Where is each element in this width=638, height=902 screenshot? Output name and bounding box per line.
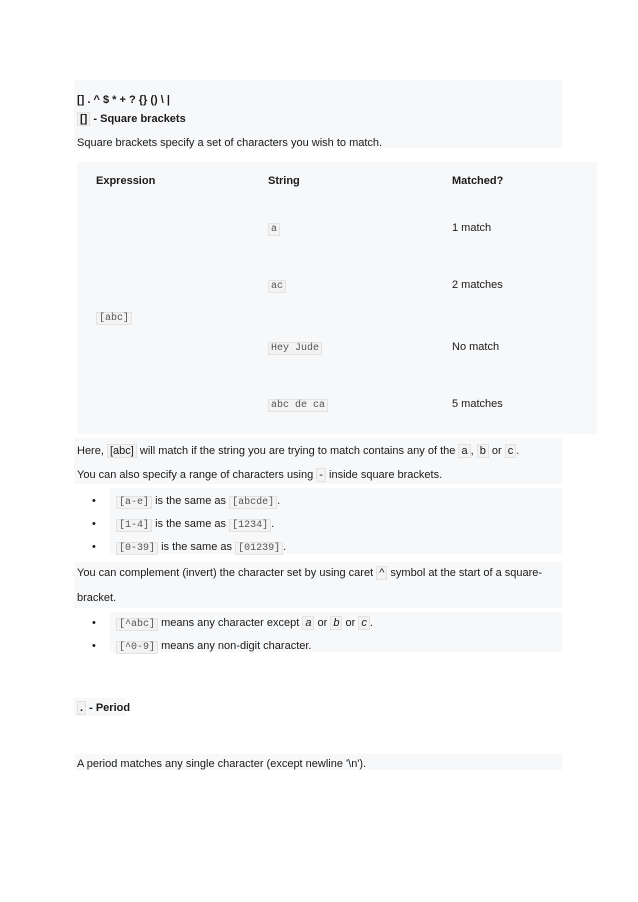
square-brackets-heading: [] - Square brackets	[77, 112, 186, 126]
here-paragraph: Here, [abc] will match if the string you are trying to match contains any of the a , b or c .	[77, 445, 520, 457]
list-item: [^abc] means any character except a or b or c .	[116, 616, 373, 632]
table-row-string: a	[268, 221, 280, 237]
table-header-string: String	[268, 175, 300, 187]
bullet-icon: •	[92, 518, 96, 530]
bullet-icon: •	[92, 495, 96, 507]
table-row-matched: 5 matches	[452, 398, 503, 410]
table-header-expression: Expression	[96, 175, 156, 187]
square-brackets-description: Square brackets specify a set of characters you wish to match.	[77, 137, 383, 149]
table-row-matched: No match	[452, 341, 500, 353]
table-row-string: Hey Jude	[268, 340, 322, 356]
heading-code: []	[77, 112, 90, 126]
table-row-string: abc de ca	[268, 397, 328, 413]
table-row-matched: 2 matches	[452, 279, 503, 291]
table-row-string: ac	[268, 278, 286, 294]
table-expression: [abc]	[96, 310, 132, 326]
period-title: Period	[95, 702, 131, 714]
bullet-icon: •	[92, 541, 96, 553]
example-table	[77, 162, 597, 434]
complement-paragraph: You can complement (invert) the character set by using caret ^ symbol at the start of a square-	[77, 567, 543, 579]
list-item: [1-4] is the same as [1234] .	[116, 517, 274, 533]
table-row-matched: 1 match	[452, 222, 492, 234]
list-item: [a-e] is the same as [abcde] .	[116, 494, 280, 510]
complement-paragraph-cont: bracket.	[77, 592, 117, 604]
heading-title: Square brackets	[100, 113, 186, 125]
meta-characters: [] . ^ $ * + ? {} () \ |	[77, 94, 170, 106]
table-header-matched: Matched?	[452, 175, 504, 187]
list-item: [0-39] is the same as [01239] .	[116, 540, 286, 556]
range-paragraph: You can also specify a range of characters using - inside square brackets.	[77, 469, 443, 481]
bullet-icon: •	[92, 617, 96, 629]
period-description: A period matches any single character (except newline '\n').	[77, 758, 367, 770]
period-heading: . - Period	[77, 701, 130, 715]
bullet-icon: •	[92, 640, 96, 652]
list-item: [^0-9] means any non-digit character.	[116, 639, 312, 655]
